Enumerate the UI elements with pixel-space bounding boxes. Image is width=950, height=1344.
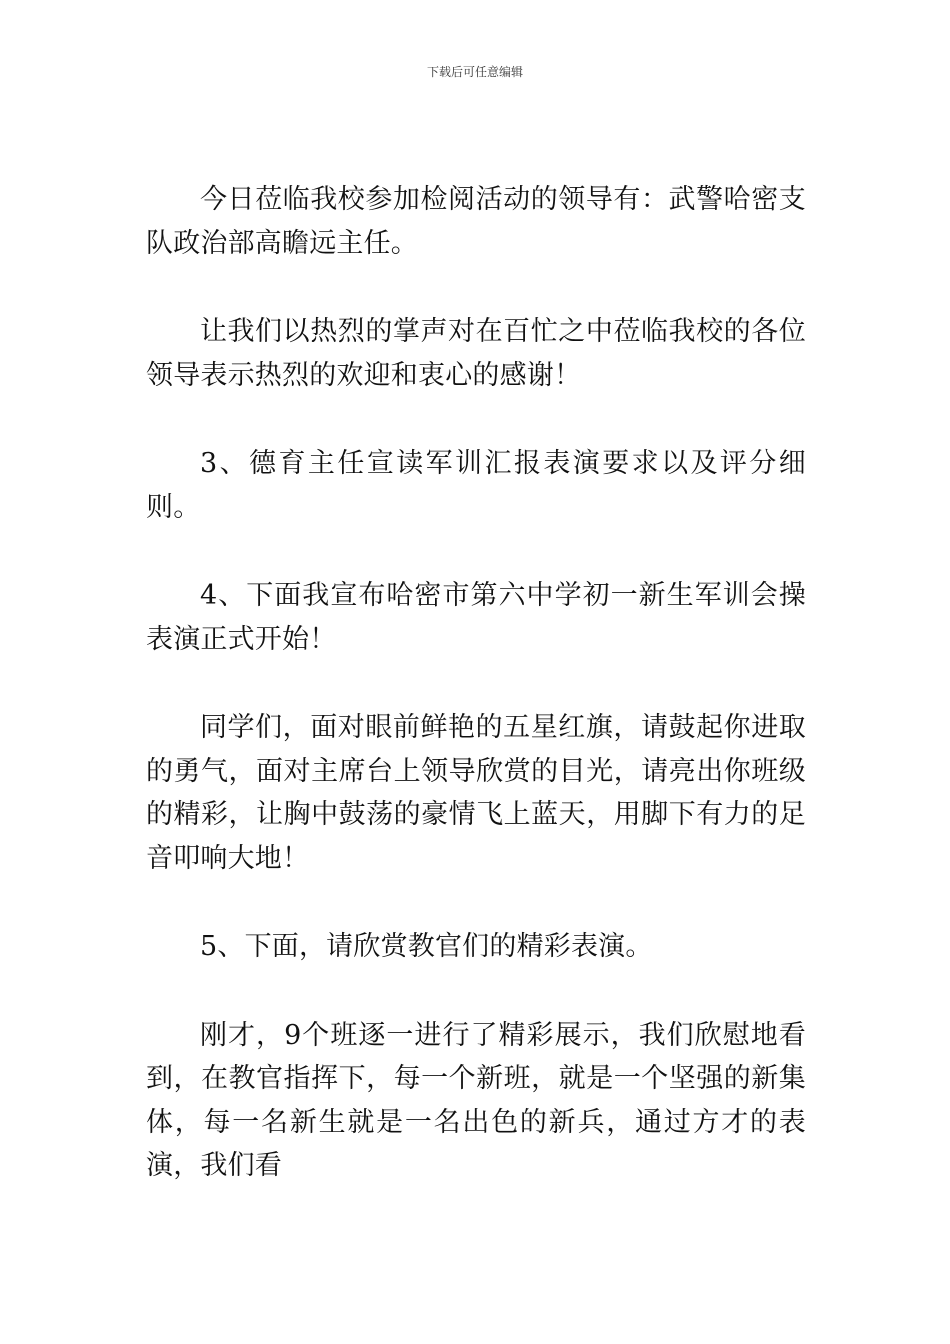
paragraph-item-3: 3、德育主任宣读军训汇报表演要求以及评分细则。 xyxy=(146,448,806,523)
paragraph-welcome-applause: 让我们以热烈的掌声对在百忙之中莅临我校的各位领导表示热烈的欢迎和衷心的感谢！ xyxy=(146,316,806,391)
page-header-note: 下载后可任意编辑 xyxy=(426,65,523,79)
document-body xyxy=(146,178,806,1233)
paragraph-leaders-present: 今日莅临我校参加检阅活动的领导有：武警哈密支队政治部高瞻远主任。 xyxy=(146,184,806,259)
paragraph-item-4: 4、下面我宣布哈密市第六中学初一新生军训会操表演正式开始！ xyxy=(146,580,806,655)
paragraph-students-address: 同学们，面对眼前鲜艳的五星红旗，请鼓起你进取的勇气，面对主席台上领导欣赏的目光，请亮出你班级的精彩，让胸中鼓荡的豪情飞上蓝天，用脚下有力的足音叩响大地！ xyxy=(146,712,806,874)
paragraph-item-5: 5、下面，请欣赏教官们的精彩表演。 xyxy=(200,931,653,962)
paragraph-summary: 刚才，9个班逐一进行了精彩展示，我们欣慰地看到，在教官指挥下，每一个新班，就是一个坚强的新集体，每一名新生就是一名出色的新兵，通过方才的表演，我们看 xyxy=(146,1019,806,1181)
